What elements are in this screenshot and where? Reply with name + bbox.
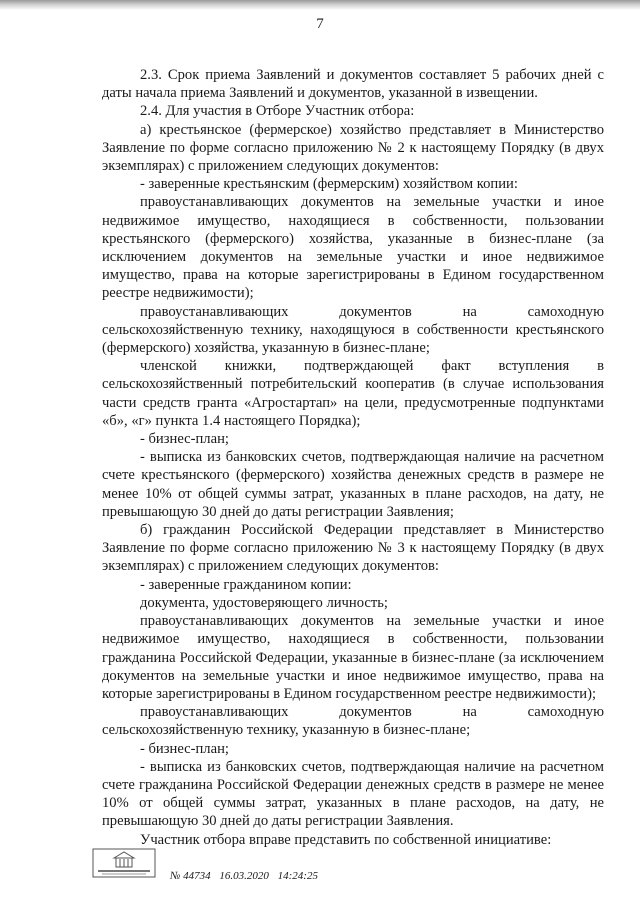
paragraph: - заверенные крестьянским (фермерским) хозяйством копии:: [140, 176, 518, 193]
document-body: [102, 66, 604, 849]
paragraph: Участник отбора вправе представить по собственной инициативе:: [140, 831, 552, 848]
paragraph: - выписка из банковских счетов, подтверждающая наличие на расчетном счете гражданина Российской Федерации денежных средств в размере не менее 10% от общей суммы затрат, указанных в плане расходов, на дату, не превышающую 30 дней до даты регистрации Заявления.: [102, 758, 604, 830]
registration-number: № 44734: [170, 870, 211, 882]
paragraph: документа, удостоверяющего личность;: [140, 594, 388, 611]
paragraph: правоустанавливающих документов на земельные участки и иное недвижимое имущество, находящиеся в собственности, пользовании гражданина Российской Федерации, указанные в бизнес-плане (за исключением документов на земельные участки и иное недвижимое имущество, права на которые зарегистрированы в Едином государственном реестре недвижимости);: [102, 613, 604, 702]
paragraph: - бизнес-план;: [140, 740, 229, 757]
paragraph: а) крестьянское (фермерское) хозяйство представляет в Министерство Заявление по форме согласно приложению № 2 к настоящему Порядку (в двух экземплярах) с приложением следующих документов:: [102, 121, 604, 175]
paragraph: - бизнес-план;: [140, 431, 229, 448]
paragraph: - выписка из банковских счетов, подтверждающая наличие на расчетном счете крестьянского (фермерского) хозяйства денежных средств в размере не менее 10% от общей суммы затрат, указанных в плане расходов, на дату, не превышающую 30 дней до даты регистрации Заявления;: [102, 449, 604, 520]
paragraph: б) гражданин Российской Федерации представляет в Министерство Заявление по форме согласно приложению № 3 к настоящему Порядку (в двух экземплярах) с приложением следующих документов:: [102, 522, 604, 575]
registration-footer: [170, 870, 324, 882]
registration-stamp-icon: [92, 848, 156, 878]
registration-time: 14:24:25: [277, 870, 318, 882]
page-number: 7: [316, 16, 324, 32]
paragraph: правоустанавливающих документов на самоходную сельскохозяйственную технику, находящуюся в собственности крестьянского (фермерского) хозяйства, указанную в бизнес-плане;: [102, 303, 604, 357]
paragraph: правоустанавливающих документов на земельные участки и иное недвижимое имущество, находящиеся в собственности, пользовании крестьянского (фермерского) хозяйства, указанные в бизнес-плане (за исключением документов на земельные участки и иное недвижимое имущество, права на которые зарегистрированы в Едином государственном реестре недвижимости);: [102, 194, 604, 302]
paragraph: - заверенные гражданином копии:: [140, 576, 352, 593]
scan-top-edge: [0, 0, 640, 10]
paragraph: членской книжки, подтверждающей факт вступления в сельскохозяйственный потребительский кооператив (в случае использования части средств гранта «Агростартап» на цели, предусмотренные подпунктами «б», «г» пункта 1.4 настоящего Порядка);: [102, 358, 604, 429]
paragraph: правоустанавливающих документов на самоходную сельскохозяйственную технику, указанную в бизнес-плане;: [102, 704, 604, 739]
paragraph: 2.4. Для участия в Отборе Участник отбора:: [140, 103, 415, 120]
registration-date: 16.03.2020: [219, 870, 269, 882]
paragraph: 2.3. Срок приема Заявлений и документов составляет 5 рабочих дней с даты начала приема Заявлений и документов, указанной в извещении.: [102, 67, 604, 102]
